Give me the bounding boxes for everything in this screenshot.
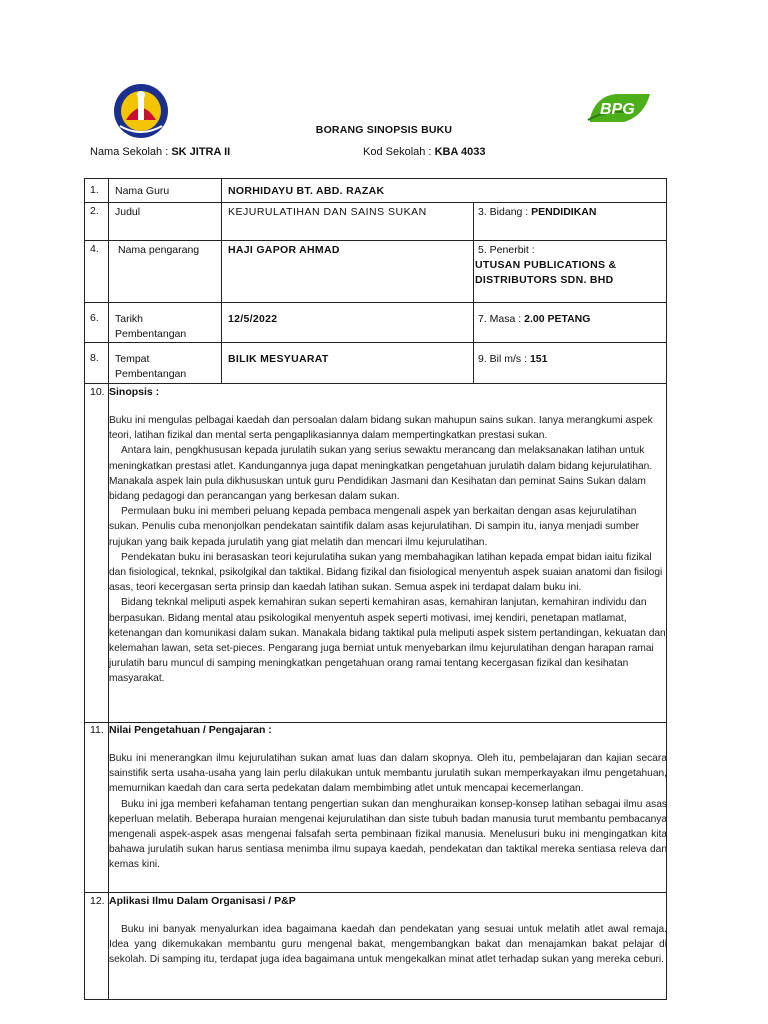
row-label-teacher: Nama Guru [115, 185, 170, 197]
row-label-title: Judul [115, 206, 141, 218]
section-number: 12. [90, 895, 105, 907]
col-line-num [108, 178, 109, 383]
pages-info [478, 352, 547, 366]
paragraph: Buku ini menerangkan ilmu kejurulatihan sukan amat luas dan dalam skopnya. Oleh itu, pembelajaran dan kajian secara sainstifik serta usaha-usaha yang lain perlu dilakukan untuk membantu jurulatih sukan memperkayakan ilmu pengetahuan, memurnikan kaedah dan cara serta pedekatan dalam membimbing atlet untuk mencapai kecemerlangan. [109, 753, 667, 795]
bpg-logo-text: BPG [600, 101, 635, 118]
pages-label: 9. Bil m/s : [478, 353, 530, 365]
section-number: 10. [90, 386, 105, 398]
school-name-label: Nama Sekolah : [90, 146, 172, 158]
application-body [109, 922, 667, 968]
paragraph: Buku ini mengulas pelbagai kaedah dan persoalan dalam bidang sukan mahupun sains sukan. Ianya merangkumi aspek teori, latihan fizikal dan mental serta pengaplikasiannya dalam mempertingkatkan prestasi sukan. [109, 415, 653, 442]
synopsis-body [109, 413, 667, 687]
row-label-place-1: Tempat [115, 353, 150, 365]
time-label: 7. Masa : [478, 313, 525, 325]
row-line [84, 240, 667, 241]
paragraph: Buku ini jga memberi kefahaman tentang pengertian sukan dan menghuraikan konsep-konsep latihan sebagai ilmu asas keperluan melatih. Beberapa huraian mengenai kejurulatihan dan siste tubuh badan manusia turut membantu pembacanya mengenali aspek-aspek asas mengenai falsafah serta pembinaan fizikal manusia. Menelusuri buku ini mengingatkan kita bahawa jurulatih sukan harus sentiasa menimba ilmu supaya kaedah, pendekatan dan taktikal mereka sentiasa releva dan kemas kini. [109, 798, 667, 871]
row-number: 4. [90, 243, 99, 255]
publisher-label: 5. Penerbit : [478, 244, 535, 256]
row-label-date-1: Tarikh [115, 313, 144, 325]
presentation-date: 12/5/2022 [228, 313, 278, 325]
school-code-value: KBA 4033 [434, 146, 486, 158]
presentation-place: BILIK MESYUARAT [228, 353, 329, 365]
school-code-label: Kod Sekolah : [363, 146, 435, 158]
paragraph: Antara lain, pengkhususan kepada jurulatih sukan yang serius sewaktu merancang dan melaksanakan latihan untuk meningkatkan prestasi atlet. Kandungannya juga dapat meningkatkan pengetahuan jurulatih dalam bidang kejurulatihan. Manakala aspek lain pula dikhususkan untuk guru Pendidikan Jasmani dan Kesihatan dan peminat Sains Sukan dalam bidang pedagogi dan perancangan yang berkesan dalam sukan. [109, 445, 653, 503]
paragraph: Permulaan buku ini memberi peluang kepada pembaca mengenali aspek yan berkaitan dengan asas kejurulatihan sukan. Penulis cuba menonjolkan pendekatan saintifik dalam asas kejurulatihan. Di sampin itu, ianya menjadi sumber rujukan yang baik kepada jurulatih yang giat melatih dan mencari ilmu kejurulatihan. [109, 506, 640, 548]
col-line-right [473, 202, 474, 383]
row-number: 6. [90, 312, 99, 324]
row-label-place-2: Pembentangan [115, 368, 187, 380]
row-line [84, 383, 667, 384]
book-title: KEJURULATIHAN DAN SAINS SUKAN [228, 206, 427, 218]
row-label-author: Nama pengarang [118, 244, 200, 256]
bpg-logo-icon [586, 90, 652, 126]
section-title-application: Aplikasi Ilmu Dalam Organisasi / P&P [109, 895, 296, 907]
author-name: HAJI GAPOR AHMAD [228, 244, 340, 256]
row-number: 8. [90, 352, 99, 364]
row-line [84, 892, 667, 893]
section-number: 11. [90, 724, 104, 736]
section-title-knowledge: Nilai Pengetahuan / Pengajaran : [109, 724, 272, 736]
row-line [84, 202, 667, 203]
table-border-top [84, 178, 667, 179]
time-value: 2.00 PETANG [524, 313, 591, 325]
knowledge-body [109, 751, 667, 873]
school-name [90, 146, 230, 158]
field-value: PENDIDIKAN [531, 206, 597, 218]
paragraph: Buku ini banyak menyalurkan idea bagaimana kaedah dan pendekatan yang sesuai untuk melatih atlet awal remaja. Idea yang dikemukakan membantu guru mengenal bakat, mengembangkan bakat dan menajamkan bakat pelajar di sekolah. Di samping itu, terdapat juga idea bagaimana untuk mengekalkan minat atlet terhadap sukan yang mereka ceburi. [109, 924, 667, 966]
row-line [84, 302, 667, 303]
row-label-date-2: Pembentangan [115, 328, 187, 340]
field-info [478, 205, 596, 219]
table-border-bottom [84, 999, 667, 1000]
pages-value: 151 [529, 353, 548, 365]
teacher-name: NORHIDAYU BT. ABD. RAZAK [228, 185, 385, 197]
paragraph: Bidang teknkal meliputi aspek kemahiran sukan seperti kemahiran asas, kemahiran lanjutan, kemahiran individu dan berpasukan. Bidang mental atau psikologikal menyentuh aspek seperti motivasi, imej kendiri, penetapan matlamat, ketenangan dan komunikasi dalam sukan. Manakala bidang taktikal pula meliputi aspek sistem pertandingan, kekuatan dan kelemahan lawan, seta set-pieces. Pengarang juga berniat untuk menyebarkan ilmu kejurulatihan dengan harapan ramai jurulatih baru muncul di samping meningkatkan pengetahuan orang ramai tentang kecergasan fizikal dan kesihatan masyarakat. [109, 597, 666, 685]
col-line-label [221, 178, 222, 383]
row-line [84, 722, 667, 723]
time-info [478, 312, 590, 326]
row-number: 1. [90, 184, 99, 196]
paragraph: Pendekatan buku ini berasaskan teori kejurulatiha sukan yang membahagikan latihan kepada empat bidan iaitu fizikal dan fisiological, teknkal, psikolgikal dan taktikal. Bidang fizikal dan fisiological menyentuh aspek suaian anatomi dan fisilogi asas, teori kecergasan serta prinsip dan kaedah latihan sukan. Semua aspek ini terdapat dalam buku ini. [109, 551, 663, 594]
school-name-value: SK JITRA II [171, 146, 231, 158]
row-number: 2. [90, 205, 99, 217]
publisher-value-line2: DISTRIBUTORS SDN. BHD [475, 274, 614, 286]
section-title-synopsis: Sinopsis : [109, 386, 160, 398]
field-label: 3. Bidang : [478, 206, 532, 218]
form-title: BORANG SINOPSIS BUKU [315, 124, 453, 136]
publisher-value-line1: UTUSAN PUBLICATIONS & [475, 259, 617, 271]
row-line [84, 342, 667, 343]
school-code [363, 146, 486, 158]
